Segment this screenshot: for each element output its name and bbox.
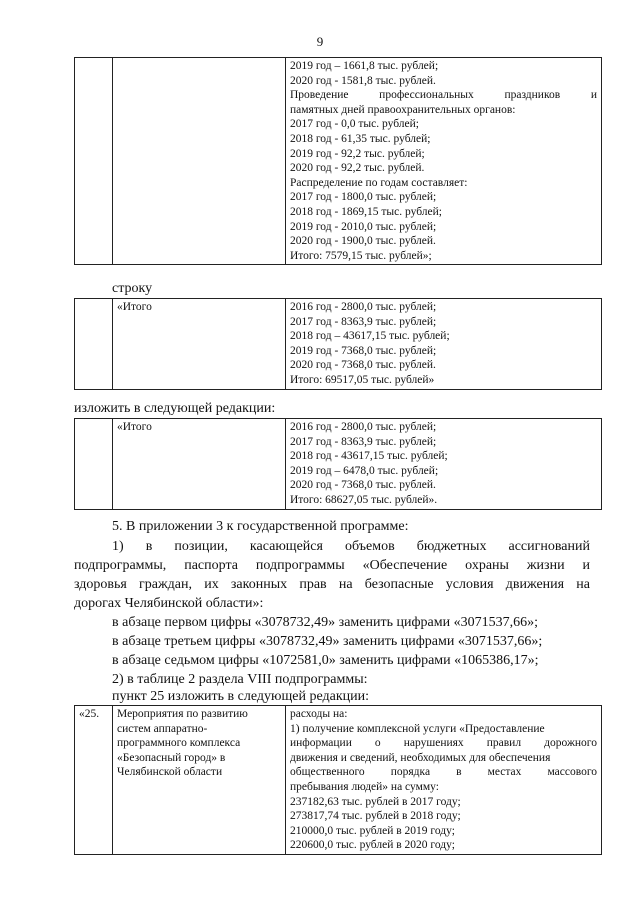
amounts-cell: 2016 год - 2800,0 тыс. рублей; 2017 год - 8363,9 тыс. рублей; 2018 год - 43617,15 тыс. рублей; 2019 год – 6478,0 тыс. рублей; 2020 год - 7368,0 тыс. рублей. Итого: 68627,05 тыс. рублей».	[286, 419, 602, 510]
row-number: «25.	[75, 706, 113, 855]
paragraph-line: дорогах Челябинской области»:	[74, 596, 264, 611]
label-izlozhit: изложить в следующей редакции:	[74, 401, 276, 416]
continuation-table	[74, 57, 602, 265]
row-name: «Итого	[113, 419, 286, 510]
paragraph-line: в абзаце первом цифры «3078732,49» заменить цифрами «3071537,66»;	[112, 615, 538, 630]
paragraph-line: здоровья граждан, их законных прав на безопасные условия движения на	[74, 577, 590, 592]
paragraph-line: подпрограммы, паспорта подпрограммы «Обеспечение охраны жизни и	[74, 558, 590, 573]
paragraph-line: пункт 25 изложить в следующей редакции:	[112, 689, 369, 704]
paragraph-line: в абзаце третьем цифры «3078732,49» заменить цифрами «3071537,66»;	[112, 634, 543, 649]
new-total-table	[74, 418, 602, 510]
paragraph-line: в абзаце седьмом цифры «1072581,0» заменить цифрами «1065386,17»;	[112, 653, 539, 668]
amounts-cell: 2016 год - 2800,0 тыс. рублей; 2017 год - 8363,9 тыс. рублей; 2018 год – 43617,15 тыс. рублей; 2019 год - 7368,0 тыс. рублей; 2020 год - 7368,0 тыс. рублей. Итого: 69517,05 тыс. рублей»	[286, 299, 602, 390]
row-name: «Итого	[113, 299, 286, 390]
table-row	[75, 419, 602, 510]
table-row	[75, 706, 602, 855]
paragraph-5: 5. В приложении 3 к государственной программе:	[112, 519, 409, 534]
item-25-table	[74, 705, 602, 855]
old-total-table	[74, 298, 602, 390]
table-row	[75, 299, 602, 390]
paragraph-line: 1) в позиции, касающейся объемов бюджетных ассигнований	[112, 539, 590, 554]
label-stroku: строку	[112, 281, 153, 296]
page-number: 9	[316, 34, 324, 49]
table-row	[75, 58, 602, 265]
amounts-cell: расходы на: 1) получение комплексной услуги «Предоставление информации о нарушениях правил дорожного движения и сведений, необходимых для обеспечения общественного порядка в местах массового пребывания людей» на сумму: 237182,63 тыс. рублей в 2017 году; 273817,74 тыс. рублей в 2018 году; 210000,0 тыс. рублей в 2019 году; 220600,0 тыс. рублей в 2020 году;	[286, 706, 602, 855]
row-name: Мероприятия по развитию систем аппаратно- программного комплекса «Безопасный город» в Челябинской области	[113, 706, 286, 855]
amounts-cell: 2019 год – 1661,8 тыс. рублей; 2020 год - 1581,8 тыс. рублей. Проведение профессиональных праздников и памятных дней правоохранительных органов: 2017 год - 0,0 тыс. рублей; 2018 год - 61,35 тыс. рублей; 2019 год - 92,2 тыс. рублей; 2020 год - 92,2 тыс. рублей. Распределение по годам составляет: 2017 год - 1800,0 тыс. рублей; 2018 год - 1869,15 тыс. рублей; 2019 год - 2010,0 тыс. рублей; 2020 год - 1900,0 тыс. рублей. Итого: 7579,15 тыс. рублей»;	[286, 58, 602, 265]
paragraph-line: 2) в таблице 2 раздела VIII подпрограммы:	[112, 672, 368, 687]
